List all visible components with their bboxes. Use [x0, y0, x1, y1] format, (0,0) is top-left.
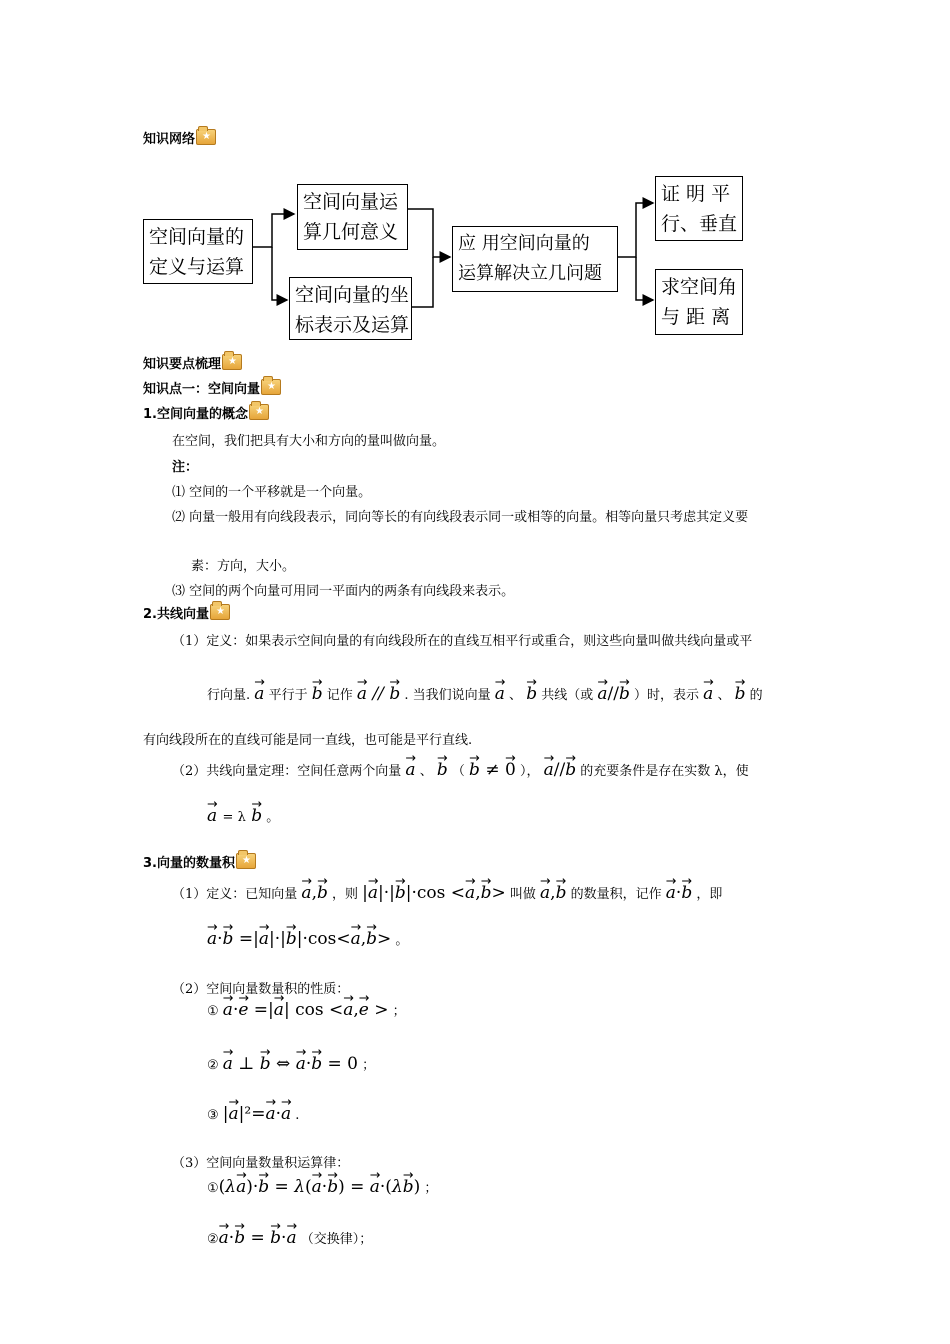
- text-fragment: 的数量积，记作: [570, 887, 662, 902]
- box-definition-operation: [143, 219, 253, 284]
- math-norm-squared: |→ a|²=→ a·→ a: [223, 1104, 291, 1124]
- box-line: 运算解决立几问题: [458, 263, 602, 284]
- text-fragment: 叫做: [509, 887, 536, 902]
- math-a-parallel-b: → a//→ b: [544, 760, 577, 780]
- math-a: → a: [703, 684, 713, 704]
- box-prove-parallel: [655, 176, 743, 241]
- law-1: [207, 1177, 437, 1197]
- circled-number: ②: [207, 1058, 219, 1073]
- folder-icon[interactable]: [249, 404, 269, 420]
- s2-p1-line1: （1）定义：如果表示空间向量的有向线段所在的直线互相平行或重合，则这些向量叫做共线向量或平: [172, 634, 753, 649]
- arrow-box3-box4: [411, 257, 433, 307]
- math-associative-lambda: (λ→ a)·→ b = λ(→ a·→ b) = → a·(λ→ b): [219, 1177, 421, 1197]
- math-a-dot-e: → a·→ e =|→ a| cos <→ a,→ e >: [223, 1000, 389, 1020]
- box-line: 标表示及运算: [295, 314, 410, 336]
- math-b: → b: [735, 684, 746, 704]
- s2-p2-line1: [172, 760, 749, 780]
- heading-text: 知识要点梳理: [143, 357, 222, 372]
- text-fragment: 。: [395, 933, 409, 948]
- folder-icon[interactable]: [222, 354, 242, 370]
- text-fragment: 、: [509, 688, 523, 703]
- s3-definition-formula: [207, 929, 408, 949]
- text-fragment: 、: [717, 688, 731, 703]
- s2-title: [143, 603, 230, 622]
- note-2-line1: ⑵ 向量一般用有向线段表示，同向等长的有向线段表示同一或相等的向量。相等向量只考虑其定义要: [172, 510, 749, 525]
- math-a-dot-b: → a·→ b: [666, 883, 692, 903]
- box-line: 证 明 平: [661, 183, 731, 205]
- text-fragment: 记作: [326, 688, 353, 703]
- arrow-box1-box2: [252, 214, 294, 247]
- heading-text: 2.共线向量: [143, 607, 209, 622]
- math-a-eq-lambda-b: → a = λ → b: [207, 806, 262, 826]
- text-fragment: ；: [424, 1181, 438, 1196]
- s3-laws-title: （3）空间向量数量积运算律：: [172, 1156, 350, 1171]
- text-fragment: .: [295, 1108, 300, 1123]
- math-a-parallel-b: → a//→ b: [597, 684, 630, 704]
- box-coordinate-representation: [289, 277, 412, 340]
- s3-definition-line1: [172, 883, 722, 903]
- text-fragment: ）时，表示: [634, 688, 700, 703]
- text-fragment: 平行于: [268, 688, 308, 703]
- text-fragment: ；: [392, 1004, 406, 1019]
- arrow-box4-box6: [636, 257, 653, 300]
- math-a: → a: [405, 760, 415, 780]
- s3-title: [143, 852, 256, 871]
- arrow-box2-box4: [407, 209, 450, 257]
- math-b: → b: [526, 684, 537, 704]
- heading-text: 3.向量的数量积: [143, 856, 235, 871]
- text-fragment: 、: [419, 764, 433, 779]
- box-line: 与 距 离: [661, 306, 731, 328]
- box-line: 算几何意义: [303, 221, 399, 243]
- s3-properties-title: （2）空间向量数量积的性质：: [172, 982, 350, 997]
- note-3: ⑶ 空间的两个向量可用同一平面内的两条有向线段来表示。: [172, 584, 515, 599]
- box-line: 空间向量的坐: [295, 284, 410, 306]
- text-fragment: 。: [266, 810, 280, 825]
- math-dot-product-formula: → a·→ b =|→ a|·|→ b|·cos<→ a,→ b>: [207, 929, 391, 949]
- arrow-box1-box3: [272, 247, 287, 300]
- text-fragment: （1）定义：已知向量: [172, 887, 298, 902]
- section-heading-summary: [143, 353, 242, 372]
- text-fragment: （2）共线向量定理：空间任意两个向量: [172, 764, 402, 779]
- circled-number: ①: [207, 1181, 219, 1196]
- box-line: 应 用空间向量的: [458, 233, 590, 254]
- property-1: [207, 1000, 406, 1020]
- math-b: → b: [312, 684, 323, 704]
- math-b: → b: [437, 760, 448, 780]
- text-fragment: . 当我们说向量: [404, 688, 491, 703]
- text-fragment: ，则: [332, 887, 359, 902]
- s2-p1-line2: [207, 684, 763, 704]
- math-norm-product-cos: |→ a|·|→ b|·cos <→ a,→ b>: [362, 883, 506, 903]
- knowledge-network-diagram: [0, 0, 950, 360]
- box-application: [452, 226, 618, 292]
- property-2: [207, 1054, 375, 1074]
- text-fragment: 共线（或: [541, 688, 594, 703]
- box-line: 定义与运算: [149, 256, 245, 278]
- text-fragment: 行向量.: [207, 688, 251, 703]
- text-fragment: 的: [749, 688, 763, 703]
- note-label: 注：: [172, 460, 199, 475]
- heading-text: 知识点一：空间向量: [143, 382, 261, 397]
- s2-p1-line3: 有向线段所在的直线可能是同一直线，也可能是平行直线.: [143, 733, 473, 748]
- math-a-b: → a,→ b: [540, 883, 566, 903]
- circled-number: ②: [207, 1232, 219, 1247]
- note-2-line2: 素：方向，大小。: [191, 559, 296, 574]
- property-3: [207, 1104, 299, 1124]
- text-fragment: （交换律）；: [300, 1232, 373, 1247]
- heading-text: 1.空间向量的概念: [143, 407, 248, 422]
- math-a: → a: [495, 684, 505, 704]
- text-fragment: ，即: [696, 887, 723, 902]
- box-angle-distance: [655, 269, 743, 335]
- math-a-parallel-b: → a // → b: [357, 684, 400, 704]
- text-fragment: （: [451, 764, 465, 779]
- heading-text: 知识网络: [143, 132, 196, 147]
- box-line: 求空间角: [661, 276, 738, 298]
- note-1: ⑴ 空间的一个平移就是一个向量。: [172, 485, 372, 500]
- box-line: 空间向量的: [149, 226, 245, 248]
- text-fragment: 的充要条件是存在实数 λ，使: [580, 764, 749, 779]
- folder-icon[interactable]: [261, 379, 281, 395]
- arrow-box4-box5: [617, 203, 653, 257]
- s2-p2-line2: [207, 806, 279, 826]
- folder-icon[interactable]: [236, 853, 256, 869]
- math-b-neq-0: → b ≠ → 0: [469, 760, 516, 780]
- s1-title: [143, 403, 269, 422]
- math-a-b: → a,→ b: [301, 883, 327, 903]
- math-commutative: → a·→ b = → b·→ a: [219, 1228, 297, 1248]
- box-geometric-meaning: [297, 184, 408, 250]
- law-2: [207, 1228, 372, 1248]
- box-line: 空间向量运: [303, 191, 399, 213]
- box-line: 行、垂直: [661, 213, 738, 235]
- math-a: → a: [254, 684, 264, 704]
- s1-definition: 在空间，我们把具有大小和方向的量叫做向量。: [172, 434, 446, 449]
- knowledge-point-1: [143, 378, 281, 397]
- circled-number: ③: [207, 1108, 219, 1123]
- folder-icon[interactable]: [210, 604, 230, 620]
- text-fragment: ），: [519, 764, 540, 779]
- math-perpendicular-iff: → a ⊥ → b ⇔ → a·→ b = 0: [223, 1054, 358, 1074]
- circled-number: ①: [207, 1004, 219, 1019]
- text-fragment: ；: [362, 1058, 376, 1073]
